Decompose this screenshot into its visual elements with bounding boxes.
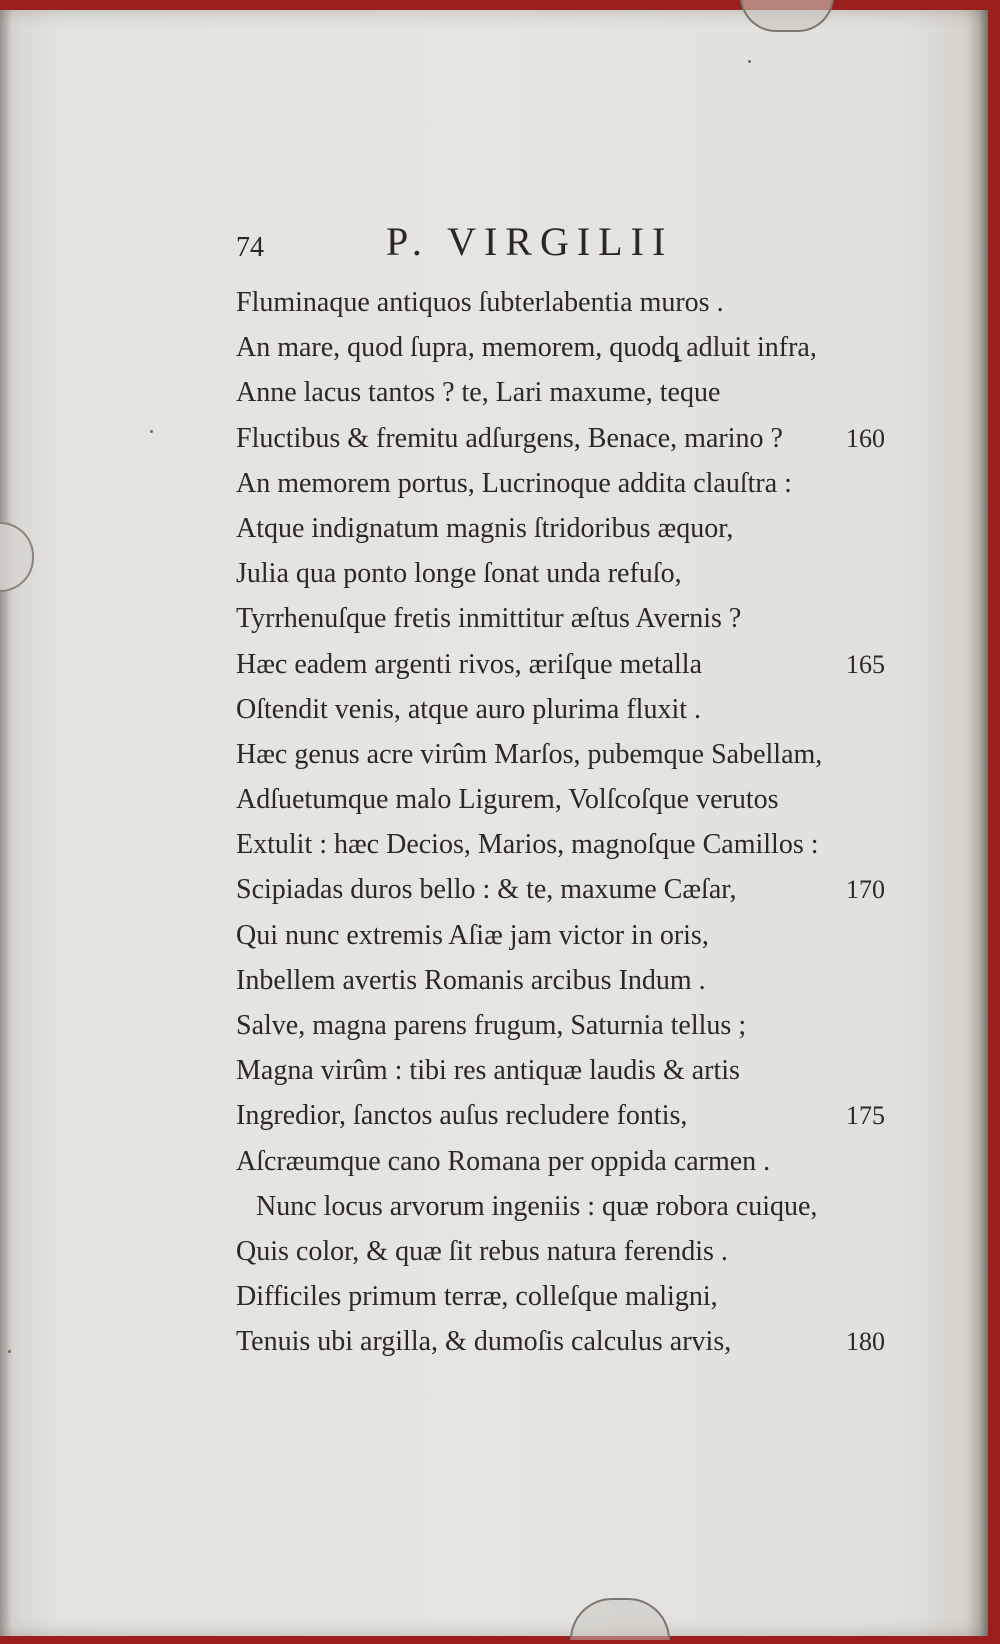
page-fore-edge-shadow [966,10,988,1636]
verse-line [236,642,906,687]
book-page [0,10,988,1636]
verse-text: Fluctibus & fremitu adſurgens, Benace, marino ? [236,422,783,454]
verse-text: Hæc eadem argenti rivos, æriſque metalla [236,648,703,680]
verse-text: Aſcræumque cano Romana per oppida carmen . [236,1145,771,1177]
verse-line [236,416,906,461]
verse-text: An memorem portus, Lucrinoque addita clauſtra : [236,467,792,499]
line-number: 180 [846,1327,885,1357]
verse-text: Ingredior, ſanctos auſus recludere fontis, [236,1100,688,1132]
verse-line [236,1184,906,1229]
verse-text: An mare, quod ſupra, memorem, quodq̨ adluit infra, [236,332,817,364]
verse-line [236,325,906,370]
verse-line [236,913,906,958]
verse-line [236,777,906,822]
verse-text: Magna virûm : tibi res antiquæ laudis & artis [236,1055,740,1087]
verse-text: Hæc genus acre virûm Marſos, pubemque Sabellam, [236,738,823,770]
verse-line [236,867,906,912]
page-clip-left [0,522,34,592]
verse-line [236,596,906,641]
verse-text: Inbellem avertis Romanis arcibus Indum . [236,964,706,996]
verse-text: Oſtendit venis, atque auro plurima fluxit . [236,693,702,725]
verse-text: Tenuis ubi argilla, & dumoſis calculus arvis, [236,1326,732,1358]
verse-line [236,461,906,506]
line-number: 160 [846,423,885,453]
running-head: P. VIRGILII [386,219,674,264]
verse-text: Scipiadas duros bello : & te, maxume Cæſar, [236,874,737,906]
verse-text: Fluminaque antiquos ſubterlabentia muros . [236,287,724,318]
page-header [236,218,876,274]
paper-speck [748,60,751,63]
verse-text: Adſuetumque malo Ligurem, Volſcoſque verutos [236,784,779,816]
paper-speck [150,430,153,433]
verse-text: Quis color, & quæ ſit rebus natura ferendis . [236,1235,728,1267]
verse-line [236,1093,906,1138]
verse-line [236,958,906,1003]
line-number: 175 [846,1101,885,1131]
verse-line [236,1229,906,1274]
verse-line [236,687,906,732]
verse-line [236,1003,906,1048]
verse-line [236,1274,906,1319]
verse-line [236,551,906,596]
verse-text: Difficiles primum terræ, colleſque maligni, [236,1281,718,1313]
page-clip-bottom [570,1598,670,1640]
verse-text: Atque indignatum magnis ſtridoribus æquor, [236,512,734,544]
verse-text: Qui nunc extremis Aſiæ jam victor in oris, [236,919,709,951]
line-number: 170 [846,875,885,905]
verse-line [236,822,906,867]
page-clip-top [740,0,834,32]
verse-block [236,280,906,1365]
paper-speck [8,1350,11,1353]
verse-line [236,1139,906,1184]
page-gutter-shadow [0,10,12,1636]
verse-text: Extulit : hæc Decios, Marios, magnoſque Camillos : [236,829,819,861]
verse-text: Anne lacus tantos ? te, Lari maxume, teque [236,377,721,409]
verse-text: Julia qua ponto longe ſonat unda refuſo, [236,558,682,590]
verse-line [236,1319,906,1364]
page-number: 74 [236,232,264,263]
verse-line [236,280,906,325]
verse-text: Salve, magna parens frugum, Saturnia tellus ; [236,1010,747,1041]
verse-text: Tyrrhenuſque fretis inmittitur æſtus Avernis ? [236,603,742,635]
verse-line [236,1048,906,1093]
verse-line [236,732,906,777]
verse-text: Nunc locus arvorum ingeniis : quæ robora cuique, [256,1190,818,1222]
line-number: 165 [846,649,885,679]
verse-line [236,370,906,415]
verse-line [236,506,906,551]
